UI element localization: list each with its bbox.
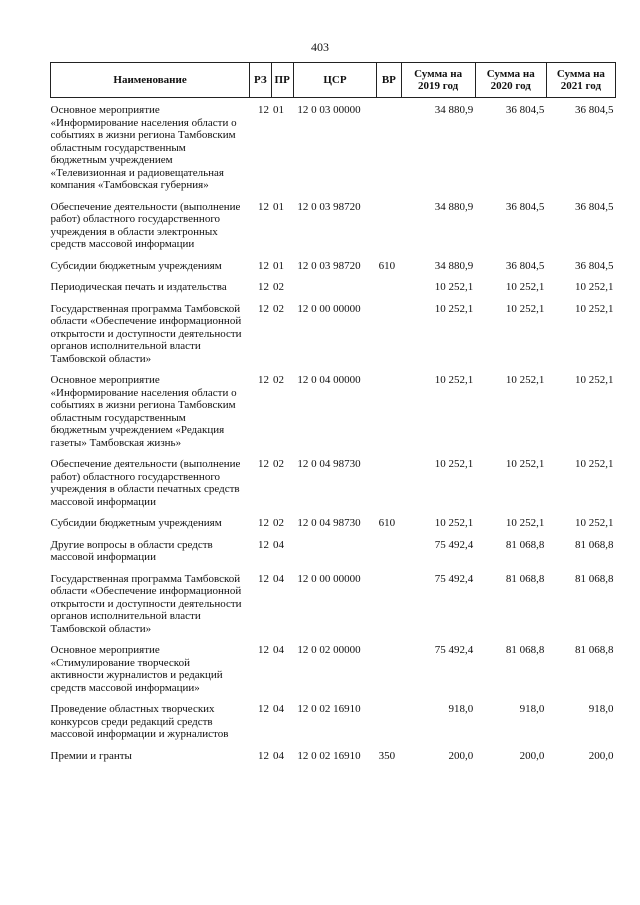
table-row (51, 571, 616, 643)
header-rz: РЗ (250, 63, 271, 98)
header-pr: ПР (271, 63, 293, 98)
row-sum-2020: 81 068,8 (505, 572, 545, 585)
table-body (51, 98, 616, 770)
row-pr: 01 (273, 104, 284, 116)
header-vr: ВР (377, 63, 401, 98)
row-pr: 01 (273, 259, 284, 272)
row-sum-2021: 200,0 (588, 749, 614, 762)
row-sum-2021: 10 252,1 (575, 302, 614, 315)
row-sum-2021: 81 068,8 (575, 644, 614, 656)
row-sum-2020: 10 252,1 (505, 302, 545, 315)
row-name: Государственная программа Тамбовской области «Обеспечение информационной открытости и доступности деятельности органов исполнительной власти Тамбовской области» (50, 302, 242, 365)
row-sum-2020: 200,0 (519, 749, 545, 762)
row-sum-2021: 918,0 (588, 703, 614, 715)
row-vr: 610 (378, 259, 396, 272)
table-row (51, 199, 616, 258)
row-sum-2021: 36 804,5 (575, 259, 614, 272)
row-name: Проведение областных творческих конкурсов среди редакций средств массовой информации и журналистов (50, 703, 229, 740)
row-rz: 12 (258, 374, 269, 386)
row-pr: 02 (273, 281, 284, 293)
row-rz: 12 (258, 572, 269, 585)
row-sum-2019: 10 252,1 (434, 374, 474, 386)
row-vr: 350 (378, 749, 396, 762)
table-row (51, 98, 616, 199)
row-pr: 04 (273, 572, 284, 585)
row-csr: 12 0 00 00000 (297, 302, 361, 315)
row-rz: 12 (258, 458, 269, 470)
table-header (51, 63, 616, 98)
row-sum-2021: 36 804,5 (575, 200, 614, 213)
row-csr: 12 0 02 16910 (297, 749, 361, 762)
row-csr: 12 0 04 00000 (297, 374, 361, 386)
header-sum-2020: Сумма на 2020 год (475, 63, 546, 98)
row-rz: 12 (258, 302, 269, 315)
row-csr: 12 0 03 98720 (297, 259, 361, 272)
row-sum-2020: 918,0 (519, 703, 545, 715)
row-vr: 610 (378, 517, 396, 529)
row-rz: 12 (258, 517, 269, 529)
row-sum-2021: 10 252,1 (575, 374, 614, 386)
row-name: Государственная программа Тамбовской области «Обеспечение информационной открытости и доступности деятельности органов исполнительной власти Тамбовской области» (50, 572, 242, 635)
row-sum-2019: 10 252,1 (434, 458, 474, 470)
row-rz: 12 (258, 104, 269, 116)
row-sum-2020: 36 804,5 (505, 259, 545, 272)
row-vr (377, 279, 401, 301)
row-sum-2020: 10 252,1 (505, 374, 545, 386)
row-sum-2019: 75 492,4 (434, 572, 474, 585)
row-sum-2019: 10 252,1 (434, 517, 474, 529)
row-vr (377, 98, 401, 199)
row-sum-2021: 36 804,5 (575, 104, 614, 116)
row-sum-2019: 10 252,1 (434, 281, 474, 293)
row-name: Обеспечение деятельности (выполнение работ) областного государственного учреждения в области печатных средств массовой информации (50, 458, 241, 508)
row-csr: 12 0 02 16910 (297, 703, 361, 715)
row-vr (377, 456, 401, 515)
row-rz: 12 (258, 644, 269, 656)
row-csr: 12 0 03 00000 (297, 104, 361, 116)
row-sum-2019: 34 880,9 (434, 200, 474, 213)
row-rz: 12 (258, 749, 269, 762)
row-csr (293, 537, 376, 571)
row-sum-2019: 200,0 (448, 749, 474, 762)
table-row (51, 301, 616, 373)
table-row (51, 456, 616, 515)
row-sum-2019: 10 252,1 (434, 302, 474, 315)
row-vr (377, 199, 401, 258)
row-name: Основное мероприятие «Информирование населения области о событиях в жизни региона Тамбовским областным государственным бюджетным учреждением «Телевизионная и радиовещательная компания «Тамбовская губерния» (50, 104, 237, 191)
row-name: Премии и гранты (50, 749, 132, 762)
row-sum-2019: 34 880,9 (434, 259, 474, 272)
row-pr: 02 (273, 374, 284, 386)
row-csr: 12 0 02 00000 (297, 644, 361, 656)
page-number: 403 (311, 40, 329, 54)
row-name: Субсидии бюджетным учреждениям (50, 259, 222, 272)
row-vr (377, 571, 401, 643)
table-row (51, 537, 616, 571)
row-name: Основное мероприятие «Стимулирование творческой активности журналистов и редакций средств массовой информации» (50, 644, 223, 694)
table-row (51, 748, 616, 770)
budget-table (50, 62, 616, 769)
row-name: Другие вопросы в области средств массовой информации (50, 538, 213, 563)
header-name: Наименование (51, 63, 250, 98)
row-pr: 01 (273, 200, 284, 213)
header-sum-2021: Сумма на 2021 год (546, 63, 615, 98)
row-pr: 04 (273, 749, 284, 762)
row-sum-2021: 10 252,1 (575, 281, 614, 293)
table-row (51, 642, 616, 701)
row-rz: 12 (258, 538, 269, 551)
row-sum-2020: 10 252,1 (505, 458, 545, 470)
row-rz: 12 (258, 703, 269, 715)
row-name: Субсидии бюджетным учреждениям (50, 517, 222, 529)
table-row (51, 372, 616, 456)
table-row (51, 258, 616, 280)
row-sum-2019: 918,0 (448, 703, 474, 715)
table-row (51, 515, 616, 537)
row-csr: 12 0 04 98730 (297, 517, 361, 529)
row-sum-2020: 36 804,5 (505, 200, 545, 213)
row-pr: 04 (273, 538, 284, 551)
row-sum-2020: 36 804,5 (505, 104, 545, 116)
row-sum-2020: 81 068,8 (505, 644, 545, 656)
row-sum-2019: 34 880,9 (434, 104, 474, 116)
row-csr: 12 0 04 98730 (297, 458, 361, 470)
row-pr: 02 (273, 517, 284, 529)
row-vr (377, 537, 401, 571)
row-sum-2019: 75 492,4 (434, 538, 474, 551)
row-vr (377, 301, 401, 373)
header-sum-2019: Сумма на 2019 год (401, 63, 475, 98)
row-csr: 12 0 00 00000 (297, 572, 361, 585)
row-vr (377, 642, 401, 701)
table-row (51, 701, 616, 748)
row-rz: 12 (258, 281, 269, 293)
header-csr: ЦСР (293, 63, 376, 98)
row-sum-2019: 75 492,4 (434, 644, 474, 656)
row-sum-2021: 81 068,8 (575, 572, 614, 585)
row-sum-2020: 10 252,1 (505, 517, 545, 529)
row-vr (377, 372, 401, 456)
table-row (51, 279, 616, 301)
row-pr: 04 (273, 644, 284, 656)
row-csr: 12 0 03 98720 (297, 200, 361, 213)
row-name: Периодическая печать и издательства (50, 281, 227, 293)
row-pr: 04 (273, 703, 284, 715)
row-sum-2021: 81 068,8 (575, 538, 614, 551)
row-pr: 02 (273, 302, 284, 315)
row-name: Обеспечение деятельности (выполнение работ) областного государственного учреждения в области электронных средств массовой информации (50, 200, 241, 250)
row-rz: 12 (258, 259, 269, 272)
row-rz: 12 (258, 200, 269, 213)
row-vr (377, 701, 401, 748)
row-name: Основное мероприятие «Информирование населения области о событиях в жизни региона Тамбовским областным государственным бюджетным учреждением «Редакция газеты» Тамбовская жизнь» (50, 374, 237, 449)
row-csr (293, 279, 376, 301)
row-pr: 02 (273, 458, 284, 470)
row-sum-2021: 10 252,1 (575, 517, 614, 529)
row-sum-2020: 81 068,8 (505, 538, 545, 551)
row-sum-2021: 10 252,1 (575, 458, 614, 470)
row-sum-2020: 10 252,1 (505, 281, 545, 293)
